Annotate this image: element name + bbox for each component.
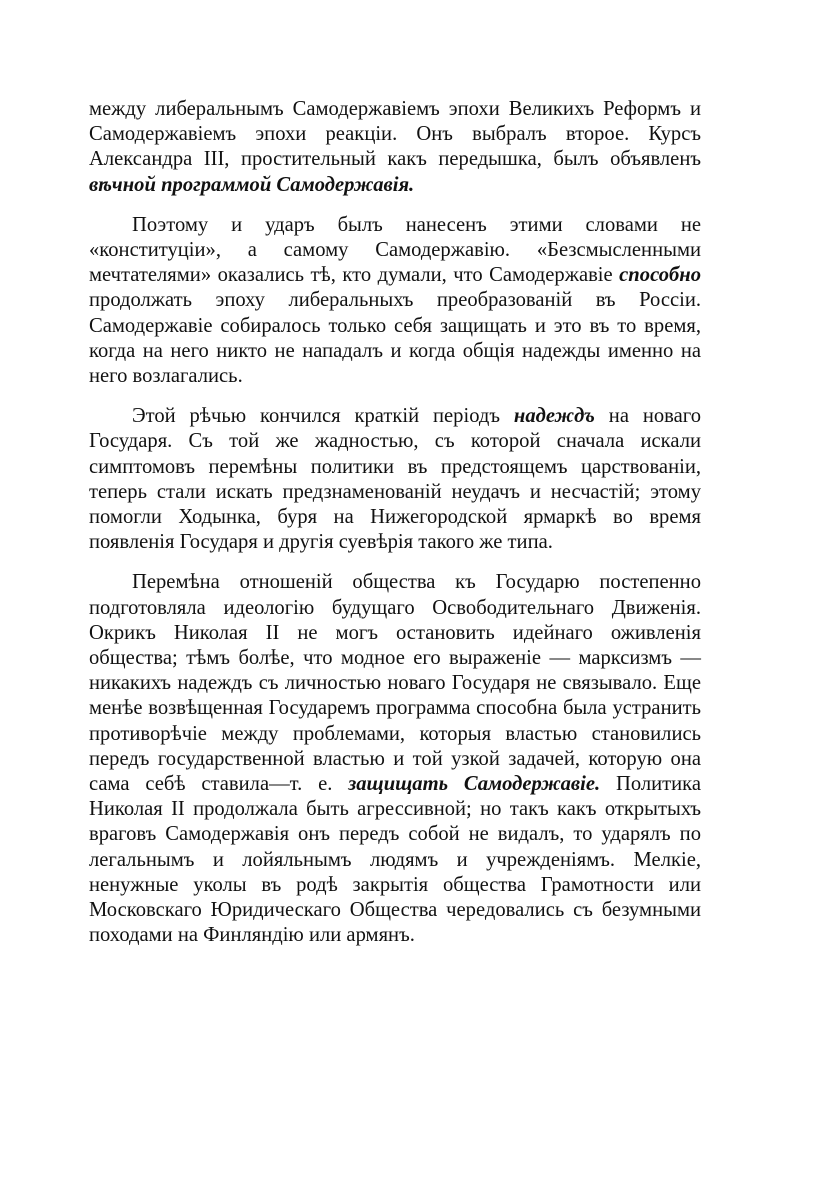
text-run: на новаго Государя. Съ той же жадностью, съ которой сначала искали симптомовъ перемѣны политики въ предстоящемъ царствованіи, теперь стали искать предзнаменованій неудачъ и несчастій; этому помогли Ходынка, буря на Нижегородской ярмаркѣ во время появленія Государя и другія суевѣрія такого же типа. — [89, 405, 701, 554]
emphasized-text: способно — [619, 264, 701, 287]
emphasized-text: вѣчной программой Самодержавія. — [89, 173, 415, 196]
text-run: Политика Николая II продолжала быть агрессивной; но такъ какъ открытыхъ враговъ Самодержавія онъ передъ собой не видалъ, то ударялъ по легальнымъ и лойяльнымъ людямъ и учрежденіямъ. Мелкіе, ненужные уколы въ родѣ закрытія общества Грамотности или Московскаго Юридическаго Общества чередовались съ безумными походами на Финляндію или армянъ. — [89, 773, 702, 947]
text-run: между либеральнымъ Самодержавіемъ эпохи Великихъ Реформъ и Самодержавіемъ эпохи реакціи. Онъ выбралъ второе. Курсъ Александра III, простительный какъ передышка, былъ объявленъ — [89, 98, 701, 171]
paragraph-3 — [89, 404, 701, 555]
page-text — [89, 97, 701, 949]
emphasized-text: надеждъ — [513, 405, 595, 428]
emphasized-text: защищать Самодержавіе. — [348, 773, 601, 796]
text-run: Перемѣна отношеній общества къ Государю постепенно подготовляла идеологію будущаго Освободительнаго Движенія. Окрикъ Николая II не могъ остановить идейнаго оживленія общества; тѣмъ болѣе, что модное его выраженіе — марксизмъ — никакихъ надеждъ съ личностью новаго Государя не связывало. Еще менѣе возвѣщенная Государемъ программа способна была устранить противорѣчіе между проблемами, которыя властью становились передъ государственной властью и той узкой задачей, которую она сама себѣ ставила—т. е. — [89, 571, 701, 796]
text-run: продолжать эпоху либеральныхъ преобразованій въ Россіи. Самодержавіе собиралось только себя защищать и это въ то время, когда на него никто не нападалъ и когда общія надежды именно на него возлагались. — [89, 289, 701, 388]
paragraph-4 — [89, 570, 701, 948]
text-run: Этой рѣчью кончился краткій періодъ — [132, 405, 514, 428]
text-run: Поэтому и ударъ былъ нанесенъ этими словами не «конституціи», а самому Самодержавію. «Безсмысленными мечтателями» оказались тѣ, кто думали, что Самодержавіе — [89, 213, 701, 287]
paragraph-2 — [89, 213, 701, 389]
paragraph-1 — [89, 97, 701, 198]
